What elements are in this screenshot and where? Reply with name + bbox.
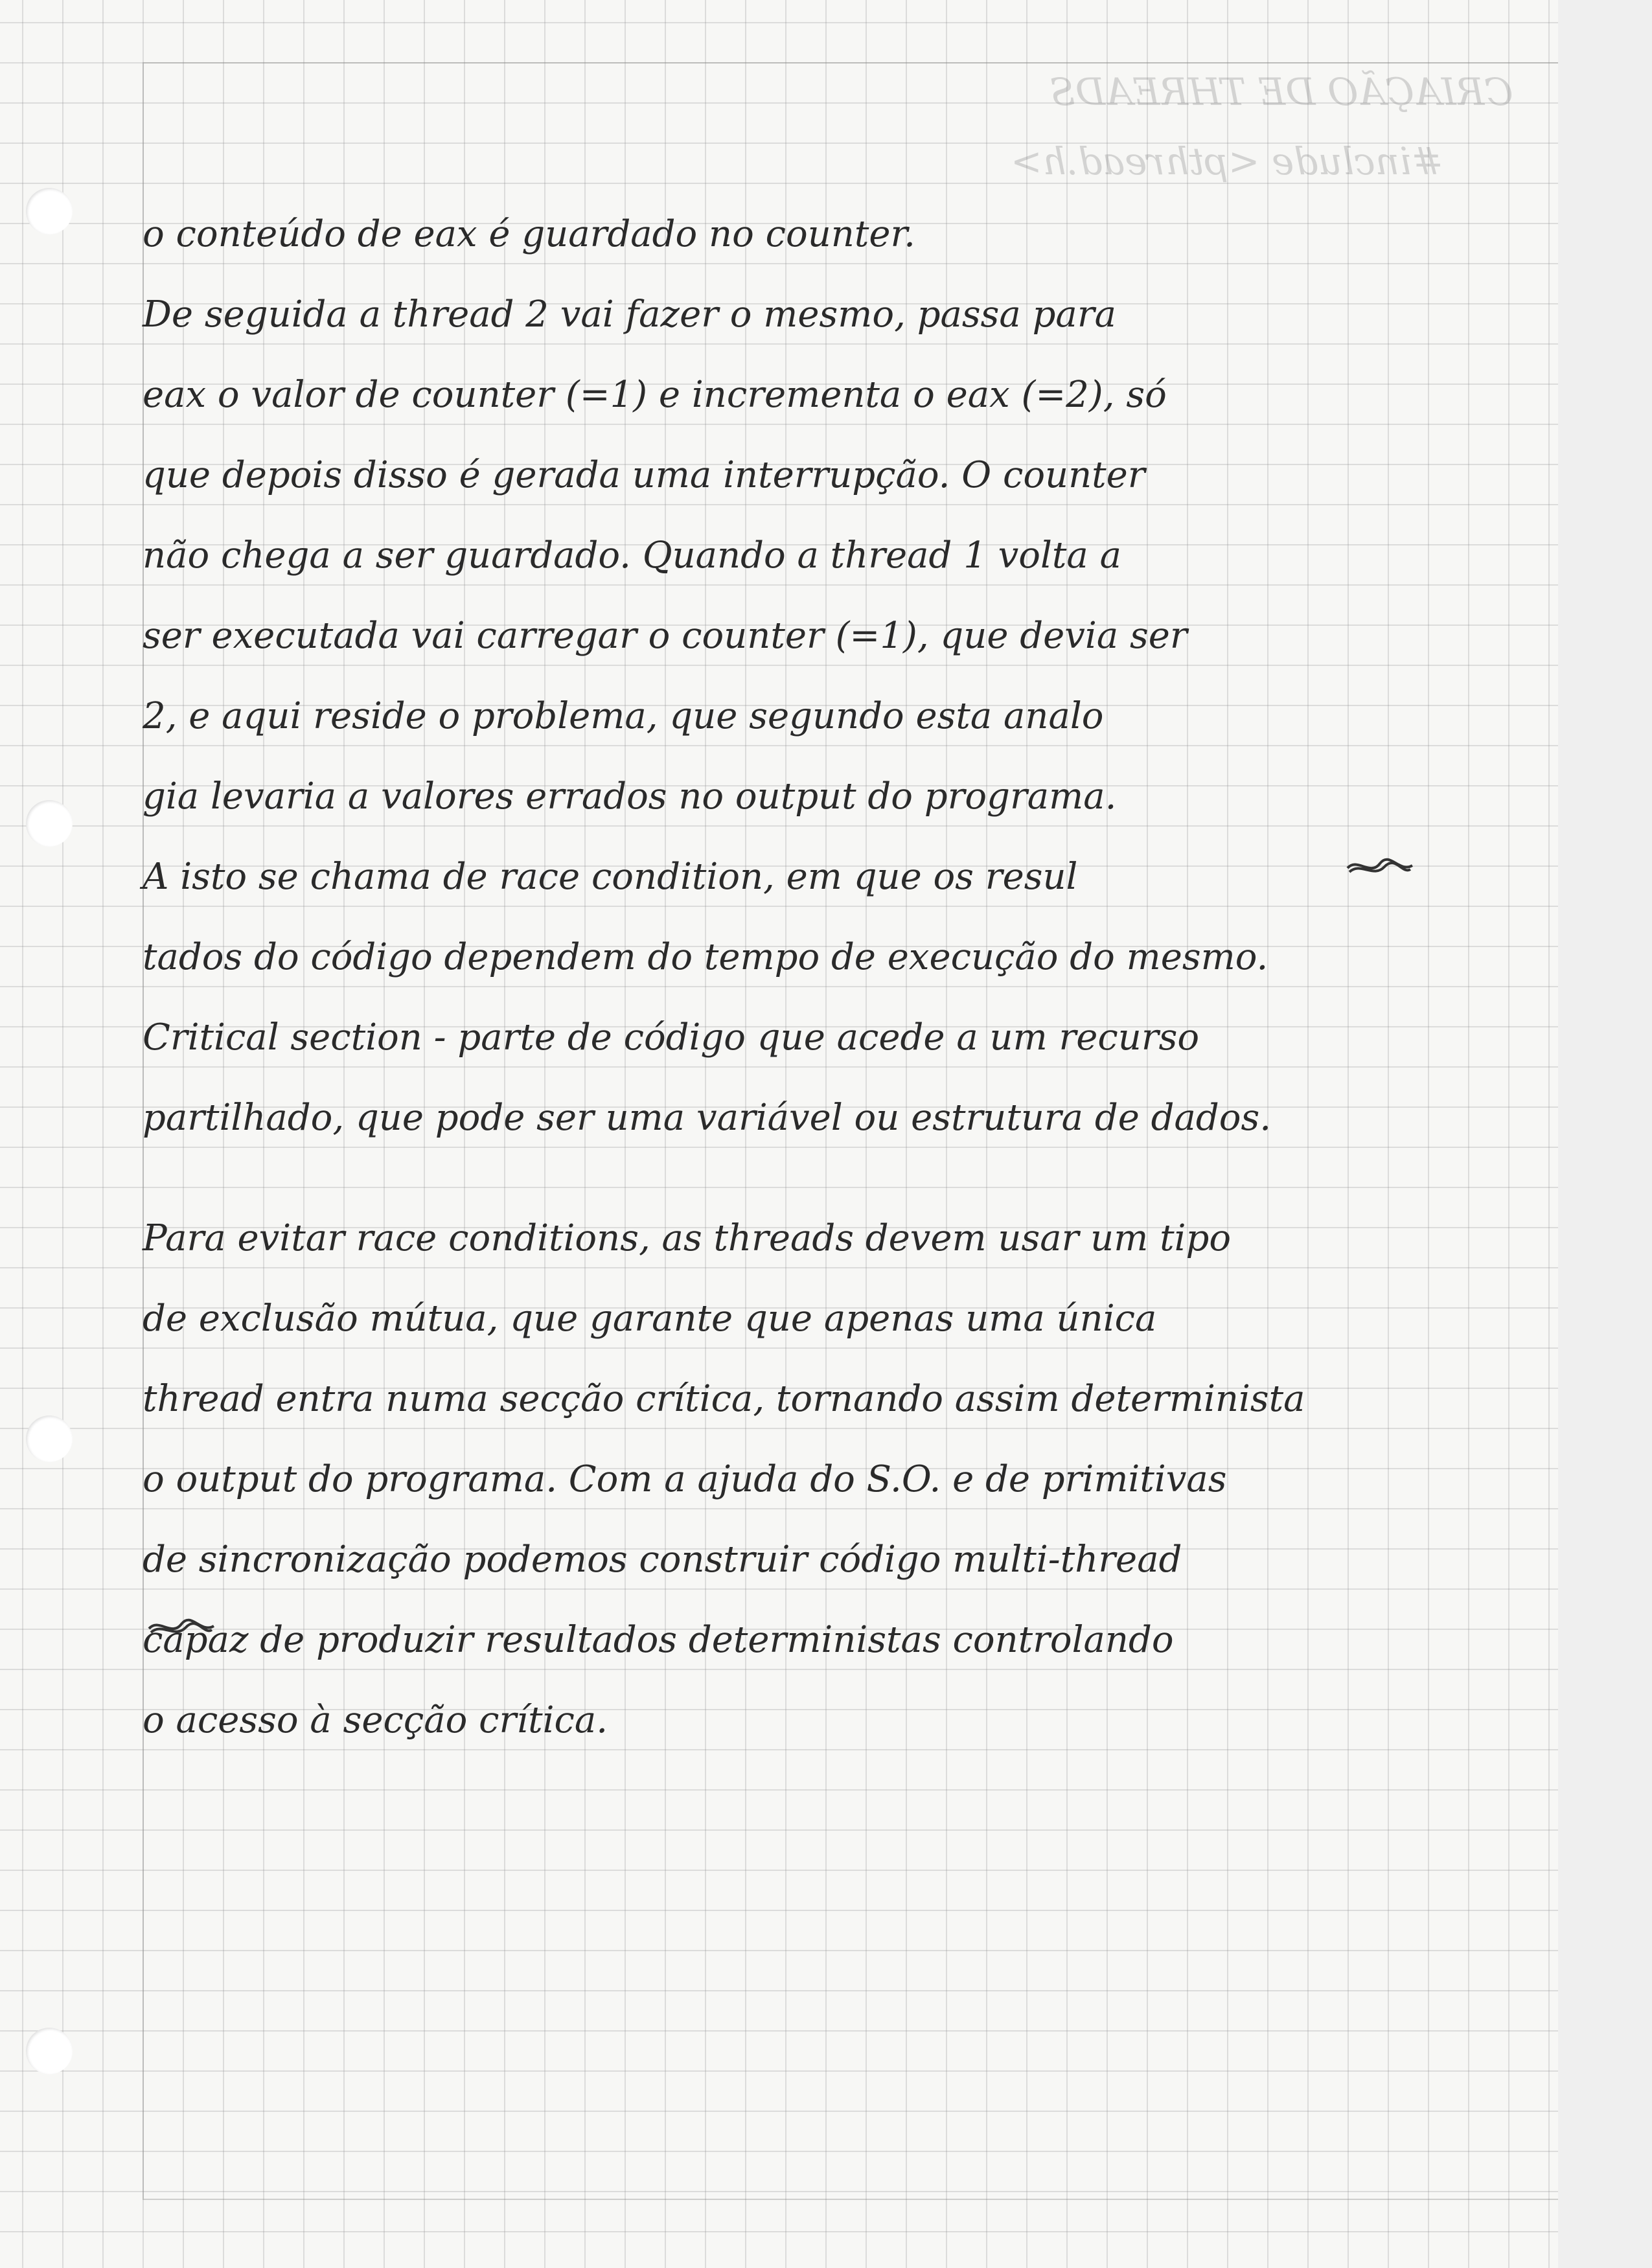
text-line: o output do programa. Com a ajuda do S.O. e de primitivas (143, 1458, 1227, 1500)
text-line: A isto se chama de race condition, em que os resul (143, 856, 1078, 898)
text-line: Critical section - parte de código que acede a um recurso (143, 1016, 1200, 1059)
text-line: de sincronização podemos construir código multi-thread (143, 1539, 1182, 1581)
paragraph-critical-section (143, 998, 1594, 1158)
bleed-through-include: #include <pthread.h> (1011, 139, 1443, 183)
text-line: partilhado, que pode ser uma variável ou estrutura de dados. (143, 1097, 1271, 1139)
text-line: não chega a ser guardado. Quando a thread 1 volta a (143, 534, 1121, 577)
text-line: De seguida a thread 2 vai fazer o mesmo, passa para (143, 293, 1116, 336)
text-line: 2, e aqui reside o problema, que segundo esta analo (143, 695, 1104, 737)
paragraph-mutual-exclusion (143, 1198, 1594, 1761)
scribble-mark (1344, 854, 1416, 880)
text-line: eax o valor de counter (=1) e incrementa o eax (=2), só (143, 374, 1167, 416)
text-line: o acesso à secção crítica. (143, 1699, 608, 1741)
text-line: gia levaria a valores errados no output do programa. (143, 775, 1117, 818)
text-line: capaz de produzir resultados deterministas controlando (143, 1619, 1174, 1661)
text-line: de exclusão mútua, que garante que apenas uma única (143, 1298, 1157, 1340)
text-line: tados do código dependem do tempo de execução do mesmo. (143, 936, 1268, 978)
text-line: o conteúdo de eax é guardado no counter. (143, 213, 915, 255)
bleed-through-header: CRIAÇÃO DE THREADS (1050, 70, 1513, 114)
punch-hole (26, 1415, 73, 1462)
text-line: Para evitar race conditions, as threads devem usar um tipo (143, 1217, 1232, 1259)
punch-hole (26, 2028, 73, 2074)
scribble-mark (146, 1614, 217, 1640)
paragraph-gap (143, 1158, 1594, 1198)
text-line: ser executada vai carregar o counter (=1), que devia ser (143, 615, 1187, 657)
text-line: thread entra numa secção crítica, tornando assim determinista (143, 1378, 1305, 1420)
punch-hole (26, 188, 73, 235)
punch-hole (26, 800, 73, 847)
text-line: que depois disso é gerada uma interrupção. O counter (143, 454, 1145, 496)
handwritten-notes (143, 194, 1594, 1761)
